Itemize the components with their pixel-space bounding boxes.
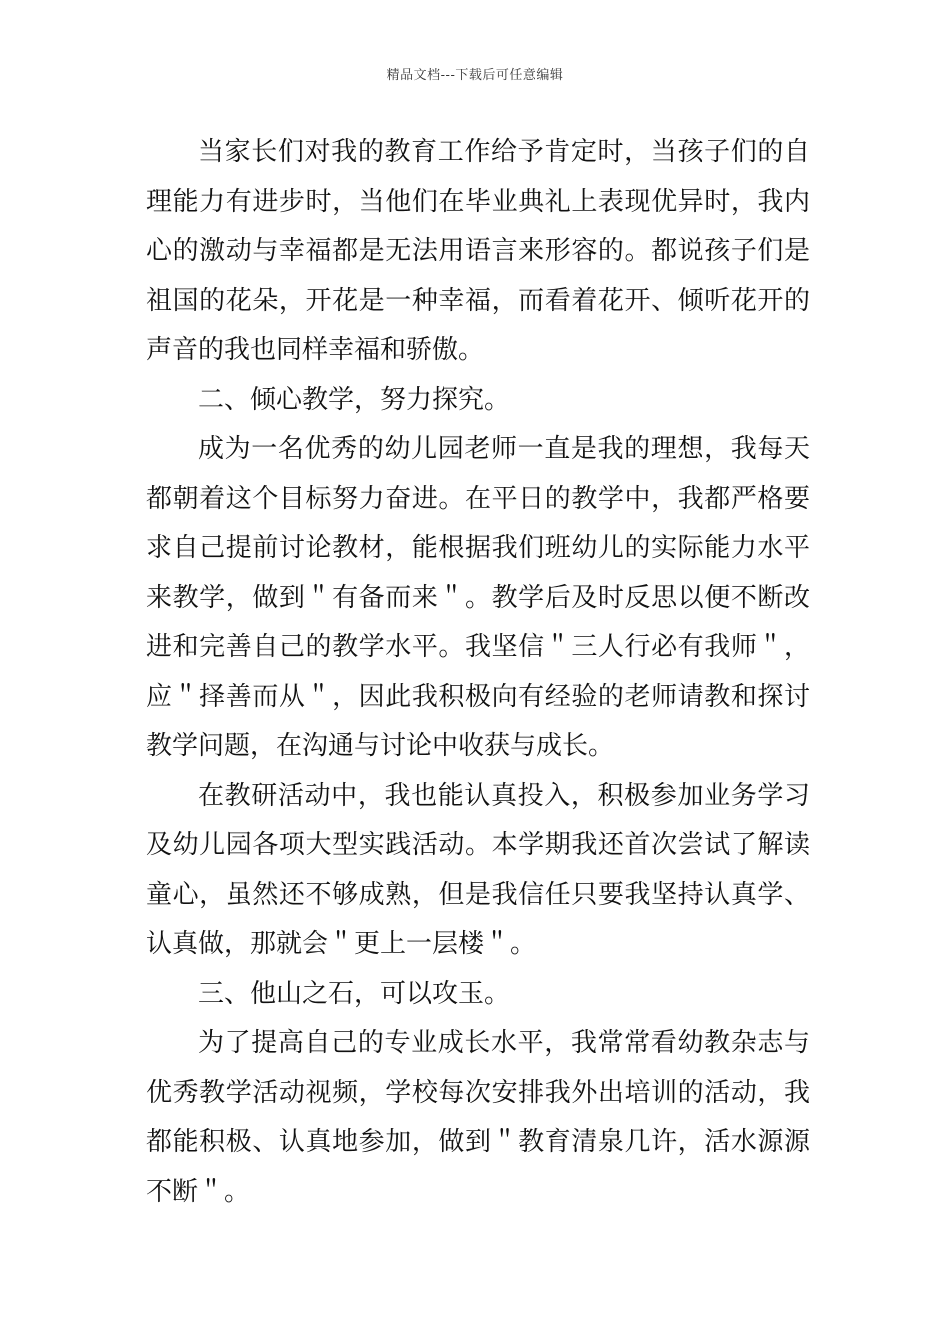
paragraph-professional-growth: 为了提高自己的专业成长水平，我常常看幼教杂志与优秀教学活动视频，学校每次安排我外出培训的活动，我都能积极、认真地参加，做到＂教育清泉几许，活水源源不断＂。 [146, 1028, 810, 1207]
section-heading-learning: 三、他山之石，可以攻玉。 [198, 978, 511, 1009]
paragraph-parent-recognition: 当家长们对我的教育工作给予肯定时，当孩子们的自理能力有进步时，当他们在毕业典礼上表现优异时，我内心的激动与幸福都是无法用语言来形容的。都说孩子们是祖国的花朵，开花是一种幸福，而看着花开、倾听花开的声音的我也同样幸福和骄傲。 [146, 137, 810, 365]
paragraph-research-activities: 在教研活动中，我也能认真投入，积极参加业务学习及幼儿园各项大型实践活动。本学期我还首次尝试了解读童心，虽然还不够成熟，但是我信任只要我坚持认真学、认真做，那就会＂更上一层楼＂。 [146, 780, 810, 959]
paragraph-teaching-goal: 成为一名优秀的幼儿园老师一直是我的理想，我每天都朝着这个目标努力奋进。在平日的教学中，我都严格要求自己提前讨论教材，能根据我们班幼儿的实际能力水平来教学，做到＂有备而来＂。教学后及时反思以便不断改进和完善自己的教学水平。我坚信＂三人行必有我师＂，应＂择善而从＂，因此我积极向有经验的老师请教和探讨教学问题，在沟通与讨论中收获与成长。 [146, 434, 810, 761]
section-heading-teaching: 二、倾心教学，努力探究。 [198, 384, 511, 415]
page-header: 精品文档---下载后可任意编辑 [386, 68, 564, 83]
document-body [146, 128, 810, 1217]
